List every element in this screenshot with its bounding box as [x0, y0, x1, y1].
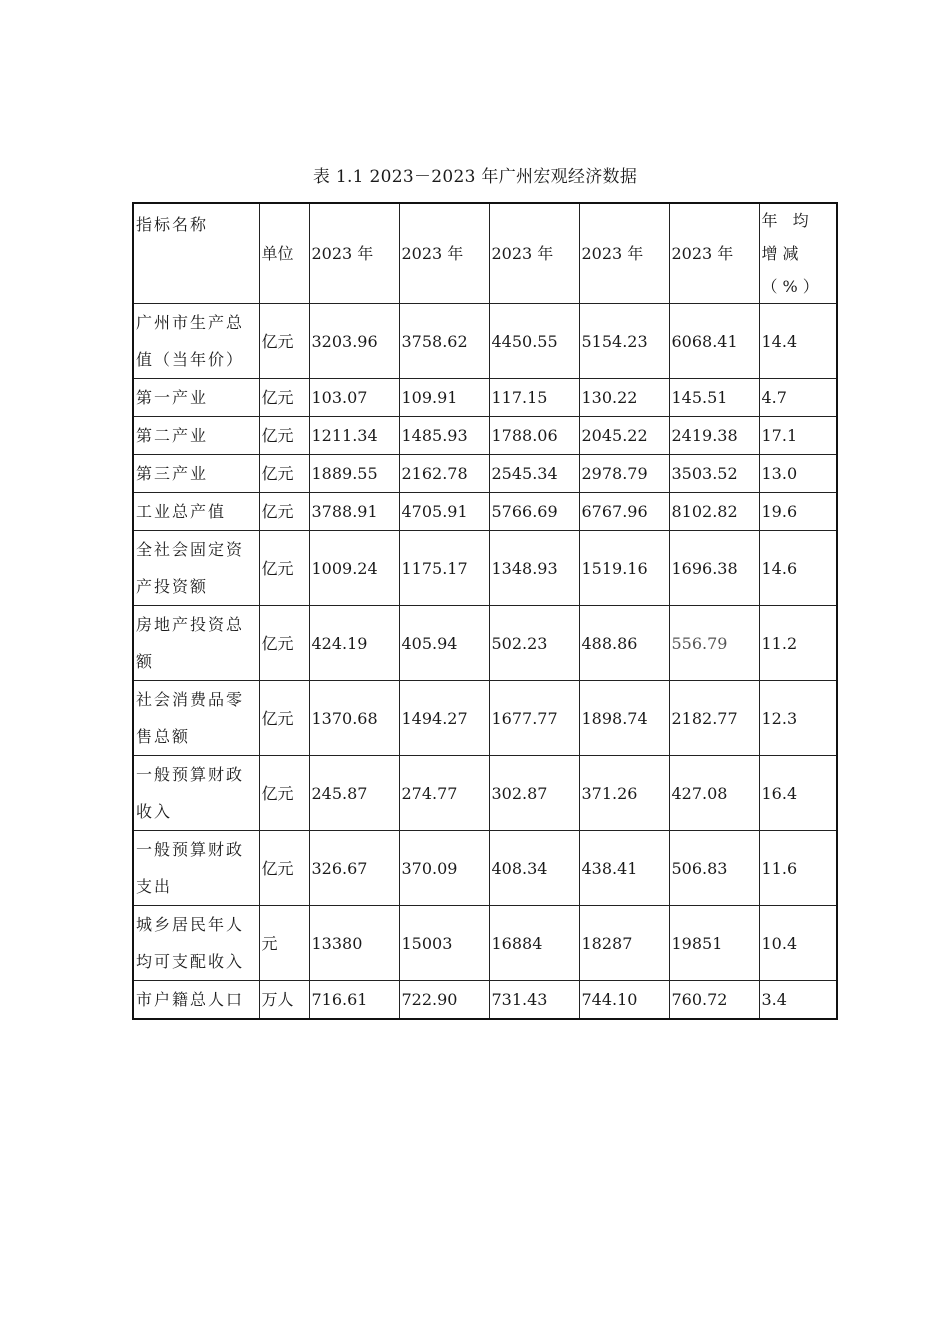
table-cell: 424.19	[309, 606, 399, 681]
table-cell: 10.4	[759, 906, 837, 981]
economic-data-table	[132, 202, 838, 1020]
table-cell: 13.0	[759, 455, 837, 493]
table-cell: 4705.91	[399, 493, 489, 531]
table-cell: 5766.69	[489, 493, 579, 531]
table-cell: 326.67	[309, 831, 399, 906]
table-row	[133, 455, 837, 493]
header-year: 2023 年	[669, 203, 759, 304]
table-cell: 3503.52	[669, 455, 759, 493]
table-cell: 6068.41	[669, 304, 759, 379]
row-label: 房地产投资总额	[133, 606, 259, 681]
table-cell: 2162.78	[399, 455, 489, 493]
table-cell: 19851	[669, 906, 759, 981]
table-cell: 2419.38	[669, 417, 759, 455]
row-unit: 亿元	[259, 304, 309, 379]
table-cell: 11.2	[759, 606, 837, 681]
table-cell: 3.4	[759, 981, 837, 1020]
table-cell: 11.6	[759, 831, 837, 906]
row-label: 第一产业	[133, 379, 259, 417]
table-cell: 274.77	[399, 756, 489, 831]
table-cell: 8102.82	[669, 493, 759, 531]
row-label: 全社会固定资产投资额	[133, 531, 259, 606]
row-unit: 亿元	[259, 831, 309, 906]
table-cell: 13380	[309, 906, 399, 981]
table-cell: 1898.74	[579, 681, 669, 756]
header-year: 2023 年	[399, 203, 489, 304]
table-row	[133, 981, 837, 1020]
table-row	[133, 756, 837, 831]
table-cell: 488.86	[579, 606, 669, 681]
table-cell: 145.51	[669, 379, 759, 417]
row-label: 广州市生产总值（当年价）	[133, 304, 259, 379]
row-unit: 亿元	[259, 606, 309, 681]
table-cell: 117.15	[489, 379, 579, 417]
table-cell: 3758.62	[399, 304, 489, 379]
row-unit: 亿元	[259, 493, 309, 531]
table-cell: 4450.55	[489, 304, 579, 379]
table-cell: 1211.34	[309, 417, 399, 455]
table-cell: 1494.27	[399, 681, 489, 756]
table-cell: 16884	[489, 906, 579, 981]
row-label: 第二产业	[133, 417, 259, 455]
table-cell: 15003	[399, 906, 489, 981]
table-cell: 371.26	[579, 756, 669, 831]
table-row	[133, 531, 837, 606]
row-unit: 万人	[259, 981, 309, 1020]
table-cell: 245.87	[309, 756, 399, 831]
table-cell: 1696.38	[669, 531, 759, 606]
table-cell: 12.3	[759, 681, 837, 756]
table-cell: 438.41	[579, 831, 669, 906]
table-cell: 14.4	[759, 304, 837, 379]
table-row	[133, 379, 837, 417]
header-year: 2023 年	[309, 203, 399, 304]
table-cell: 405.94	[399, 606, 489, 681]
row-unit: 亿元	[259, 681, 309, 756]
table-cell: 716.61	[309, 981, 399, 1020]
table-cell: 3203.96	[309, 304, 399, 379]
row-label: 社会消费品零售总额	[133, 681, 259, 756]
table-cell: 1175.17	[399, 531, 489, 606]
table-cell: 1677.77	[489, 681, 579, 756]
table-cell: 1370.68	[309, 681, 399, 756]
table-cell: 130.22	[579, 379, 669, 417]
table-cell: 1348.93	[489, 531, 579, 606]
table-cell: 506.83	[669, 831, 759, 906]
table-cell: 16.4	[759, 756, 837, 831]
row-unit: 亿元	[259, 531, 309, 606]
row-unit: 亿元	[259, 756, 309, 831]
table-cell: 18287	[579, 906, 669, 981]
table-cell: 103.07	[309, 379, 399, 417]
table-cell: 5154.23	[579, 304, 669, 379]
table-cell: 1485.93	[399, 417, 489, 455]
table-cell: 1889.55	[309, 455, 399, 493]
table-row	[133, 606, 837, 681]
header-row	[133, 203, 837, 304]
table-cell: 17.1	[759, 417, 837, 455]
table-cell: 6767.96	[579, 493, 669, 531]
row-label: 城乡居民年人均可支配收入	[133, 906, 259, 981]
table-cell: 760.72	[669, 981, 759, 1020]
row-label: 第三产业	[133, 455, 259, 493]
table-cell: 427.08	[669, 756, 759, 831]
table-row	[133, 831, 837, 906]
table-row	[133, 681, 837, 756]
table-row	[133, 493, 837, 531]
row-label: 市户籍总人口	[133, 981, 259, 1020]
header-year: 2023 年	[489, 203, 579, 304]
table-cell: 2978.79	[579, 455, 669, 493]
row-unit: 亿元	[259, 417, 309, 455]
row-label: 一般预算财政收入	[133, 756, 259, 831]
table-cell: 744.10	[579, 981, 669, 1020]
table-cell: 2045.22	[579, 417, 669, 455]
table-row	[133, 304, 837, 379]
table-cell: 14.6	[759, 531, 837, 606]
table-cell: 2545.34	[489, 455, 579, 493]
row-unit: 亿元	[259, 455, 309, 493]
table-cell: 408.34	[489, 831, 579, 906]
table-cell: 556.79	[669, 606, 759, 681]
table-caption: 表 1.1 2023－2023 年广州宏观经济数据	[312, 167, 638, 187]
table-cell: 1788.06	[489, 417, 579, 455]
row-label: 工业总产值	[133, 493, 259, 531]
header-year: 2023 年	[579, 203, 669, 304]
table-cell: 302.87	[489, 756, 579, 831]
table-cell: 731.43	[489, 981, 579, 1020]
table-cell: 3788.91	[309, 493, 399, 531]
table-row	[133, 417, 837, 455]
header-avg-change: 年 均 增减（%）	[759, 203, 837, 304]
table-cell: 370.09	[399, 831, 489, 906]
table-cell: 722.90	[399, 981, 489, 1020]
row-label: 一般预算财政支出	[133, 831, 259, 906]
table-cell: 1009.24	[309, 531, 399, 606]
table-row	[133, 906, 837, 981]
table-cell: 4.7	[759, 379, 837, 417]
table-cell: 19.6	[759, 493, 837, 531]
row-unit: 元	[259, 906, 309, 981]
table-cell: 2182.77	[669, 681, 759, 756]
row-unit: 亿元	[259, 379, 309, 417]
table-cell: 1519.16	[579, 531, 669, 606]
header-indicator: 指标名称	[133, 203, 259, 304]
table-cell: 502.23	[489, 606, 579, 681]
table-cell: 109.91	[399, 379, 489, 417]
header-unit: 单位	[259, 203, 309, 304]
